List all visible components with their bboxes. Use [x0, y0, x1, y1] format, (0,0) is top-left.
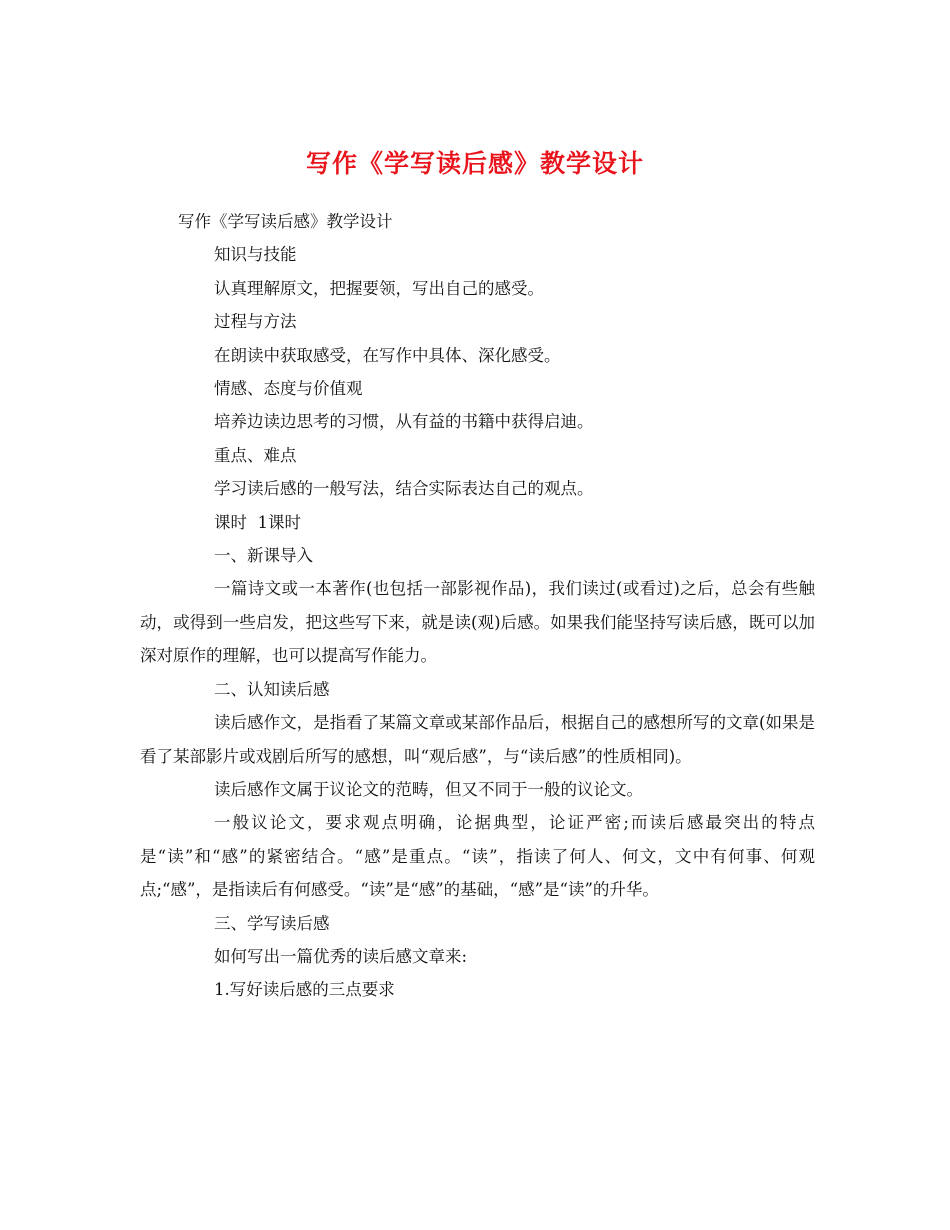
paragraph: 读后感作文属于议论文的范畴，但又不同于一般的议论文。 [214, 779, 643, 799]
section-heading: 过程与方法 [214, 312, 297, 332]
subtitle-paragraph: 写作《学写读后感》教学设计 [178, 212, 393, 231]
paragraph: 学习读后感的一般写法，结合实际表达自己的观点。 [214, 479, 594, 499]
list-item: 1.写好读后感的三点要求 [214, 980, 395, 1000]
paragraph: 读后感作文，是指看了某篇文章或某部作品后，根据自己的感想所写的文章(如果是看了某部影片或戏剧后所写的感想，叫“观后感”，与“读后感”的性质相同)。 [140, 713, 815, 766]
section-heading: 重点、难点 [214, 445, 297, 465]
paragraph: 培养边读边思考的习惯，从有益的书籍中获得启迪。 [214, 412, 594, 432]
paragraph: 一般议论文，要求观点明确，论据典型，论证严密;而读后感最突出的特点是“读”和“感”的紧密结合。“感”是重点。“读”，指读了何人、何文，文中有何事、何观点;“感”，是指读后有何感受。“读”是“感”的基础，“感”是“读”的升华。 [140, 813, 815, 900]
paragraph: 一篇诗文或一本著作(也包括一部影视作品)，我们读过(或看过)之后，总会有些触动，或得到一些启发，把这些写下来，就是读(观)后感。如果我们能坚持写读后感，既可以加深对原作的理解，也可以提高写作能力。 [140, 579, 815, 666]
section-heading: 三、学写读后感 [214, 913, 330, 933]
paragraph: 如何写出一篇优秀的读后感文章来: [214, 946, 468, 966]
paragraph: 认真理解原文，把握要领，写出自己的感受。 [214, 278, 544, 298]
document-body [140, 205, 815, 1007]
document-title: 写作《学写读后感》教学设计 [305, 148, 644, 178]
section-heading: 知识与技能 [214, 245, 297, 265]
class-hours: 课时 1课时 [214, 512, 301, 532]
paragraph: 在朗读中获取感受，在写作中具体、深化感受。 [214, 345, 561, 365]
section-heading: 二、认知读后感 [214, 679, 330, 699]
section-heading: 情感、态度与价值观 [214, 379, 363, 399]
section-heading: 一、新课导入 [214, 546, 313, 566]
